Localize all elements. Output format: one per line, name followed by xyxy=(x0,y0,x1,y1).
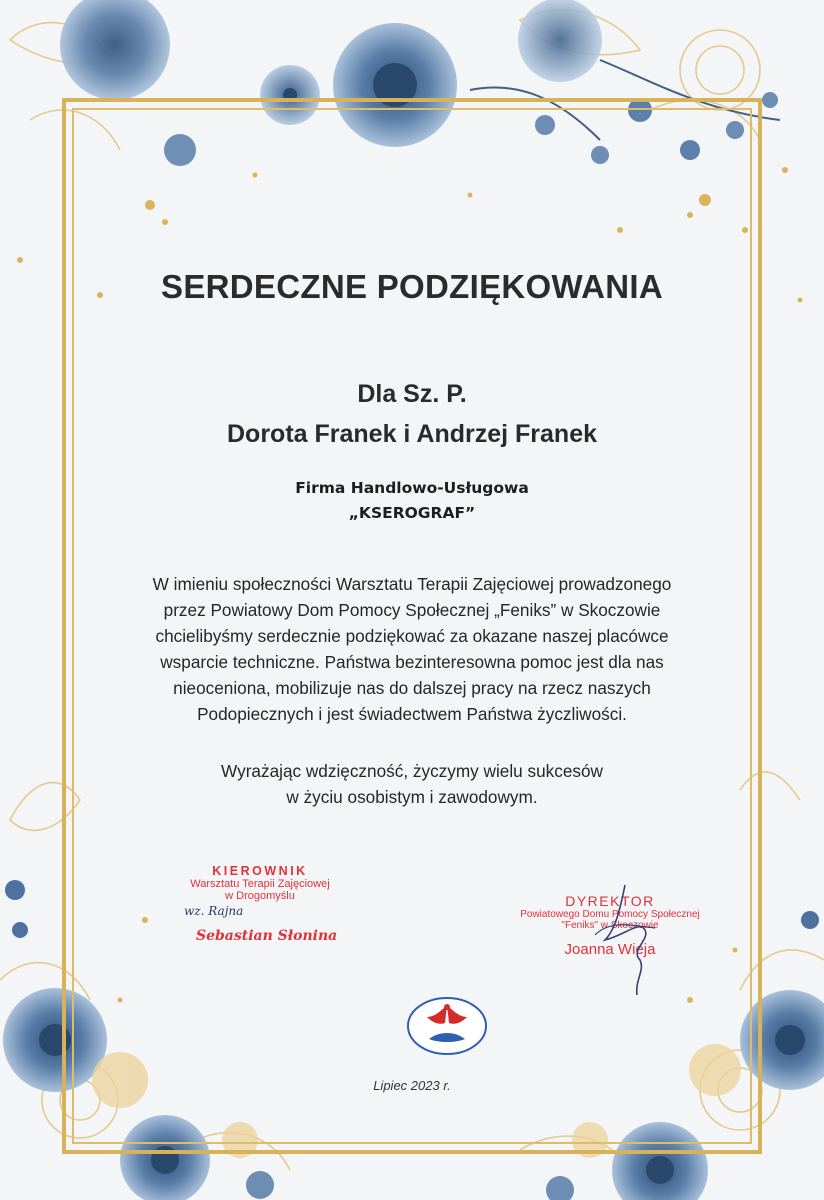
stamp-left xyxy=(170,864,350,902)
feniks-logo-icon xyxy=(405,995,489,1057)
body-line: Podopiecznych i jest świadectwem Państwa życzliwości. xyxy=(197,704,627,724)
company-type: Firma Handlowo-Usługowa xyxy=(295,479,529,497)
date-text: Lipiec 2023 r. xyxy=(373,1078,451,1093)
stamp-right-line1: Powiatowego Domu Pomocy Społecznej xyxy=(520,909,700,920)
certificate-title: SERDECZNE PODZIĘKOWANIA xyxy=(161,268,663,305)
stamp-left-line1: Warsztatu Terapii Zajęciowej xyxy=(190,878,330,890)
signature-note-left: wz. Rajna xyxy=(184,904,244,918)
stamp-left-role: KIEROWNIK xyxy=(212,864,308,878)
body-line: wsparcie techniczne. Państwa bezinteresowna pomoc jest dla nas xyxy=(160,652,664,672)
stamp-right-line2: "Feniks" w Skoczowie xyxy=(561,920,659,931)
signature-right-icon xyxy=(585,880,665,1000)
body-line: nieoceniona, mobilizuje nas do dalszej pracy na rzecz naszych xyxy=(173,678,651,698)
stamp-left-name: Sebastian Słonina xyxy=(196,928,338,944)
stamp-left-line2: w Drogomyślu xyxy=(225,890,295,902)
body-line: przez Powiatowy Dom Pomocy Społecznej „Feniks” w Skoczowie xyxy=(163,600,661,620)
company-name: „KSEROGRAF” xyxy=(348,504,476,522)
wishes-line: w życiu osobistym i zawodowym. xyxy=(286,787,538,807)
body-line: W imieniu społeczności Warsztatu Terapii Zajęciowej prowadzonego xyxy=(152,574,672,594)
stamp-right-name: Joanna Wieja xyxy=(564,941,656,958)
recipient-names: Dorota Franek i Andrzej Franek xyxy=(227,420,597,448)
stamp-right-role: DYREKTOR xyxy=(565,893,655,909)
body-line: chcielibyśmy serdecznie podziękować za okazane naszej placówce xyxy=(155,626,669,646)
wishes-line: Wyrażając wdzięczność, życzymy wielu sukcesów xyxy=(221,761,603,781)
recipient-line-1: Dla Sz. P. xyxy=(357,380,467,408)
